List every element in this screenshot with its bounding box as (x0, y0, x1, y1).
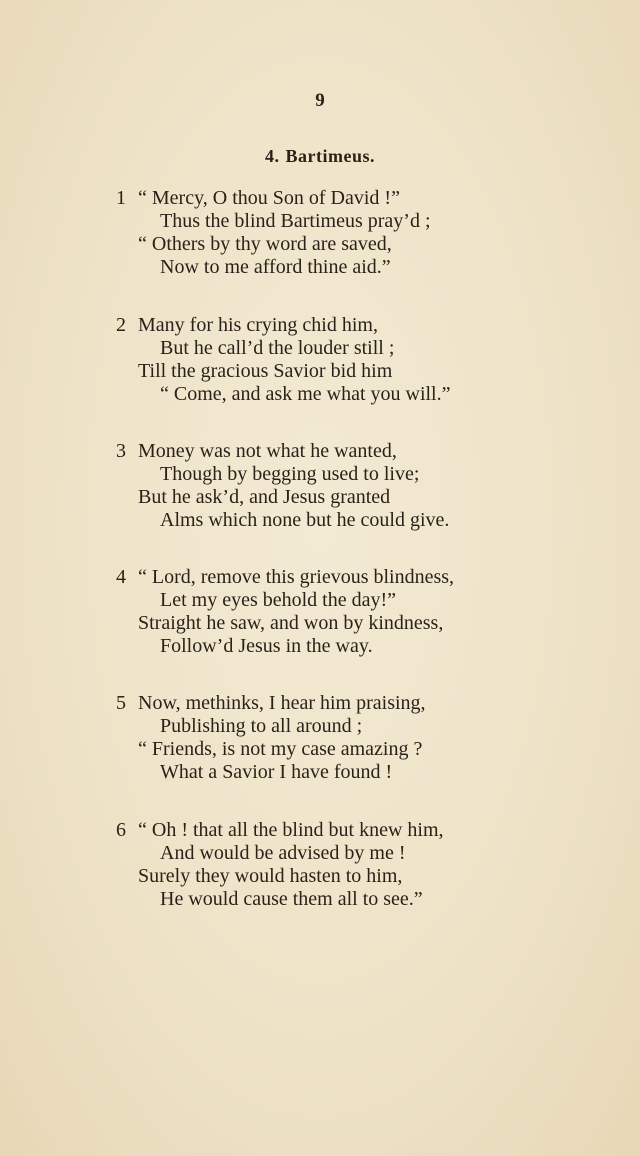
verse-line: Though by begging used to live; (160, 463, 420, 485)
verse-line: Let my eyes behold the day!” (160, 589, 397, 611)
page-number: 9 (315, 90, 325, 111)
verse-line: Now, methinks, I hear him praising, (138, 692, 426, 714)
hymn-title-text: Bartimeus. (285, 146, 375, 166)
verse-line: “ Oh ! that all the blind but knew him, (138, 819, 444, 841)
hymn-title (0, 146, 640, 167)
verse-line: Surely they would hasten to him, (138, 865, 403, 887)
verse-line: “ Mercy, O thou Son of David !” (138, 187, 400, 209)
verse-line: “ Come, and ask me what you will.” (160, 383, 451, 405)
hymn-number: 4. (265, 146, 280, 166)
verse-line: “ Friends, is not my case amazing ? (138, 738, 423, 760)
stanza-number: 5 (116, 692, 126, 714)
verse-line: And would be advised by me ! (160, 842, 406, 864)
verse-line: “ Others by thy word are saved, (138, 233, 392, 255)
verse-line: Publishing to all around ; (160, 715, 363, 737)
verse-line: Alms which none but he could give. (160, 509, 450, 531)
verse-line: Follow’d Jesus in the way. (160, 635, 373, 657)
stanza-number: 4 (116, 566, 126, 588)
verse-line: Now to me afford thine aid.” (160, 256, 391, 278)
stanza-number: 3 (116, 440, 126, 462)
verse-line: Thus the blind Bartimeus pray’d ; (160, 210, 431, 232)
verse-line: Straight he saw, and won by kindness, (138, 612, 444, 634)
verse-line: Till the gracious Savior bid him (138, 360, 393, 382)
verse-line: But he ask’d, and Jesus granted (138, 486, 391, 508)
verse-line: Money was not what he wanted, (138, 440, 397, 462)
stanza-number: 6 (116, 819, 126, 841)
verse-line: But he call’d the louder still ; (160, 337, 395, 359)
verse-line: He would cause them all to see.” (160, 888, 423, 910)
verse-line: What a Savior I have found ! (160, 761, 393, 783)
stanza-number: 2 (116, 314, 126, 336)
stanza-number: 1 (116, 187, 126, 209)
verse-line: Many for his crying chid him, (138, 314, 378, 336)
verse-line: “ Lord, remove this grievous blindness, (138, 566, 455, 588)
